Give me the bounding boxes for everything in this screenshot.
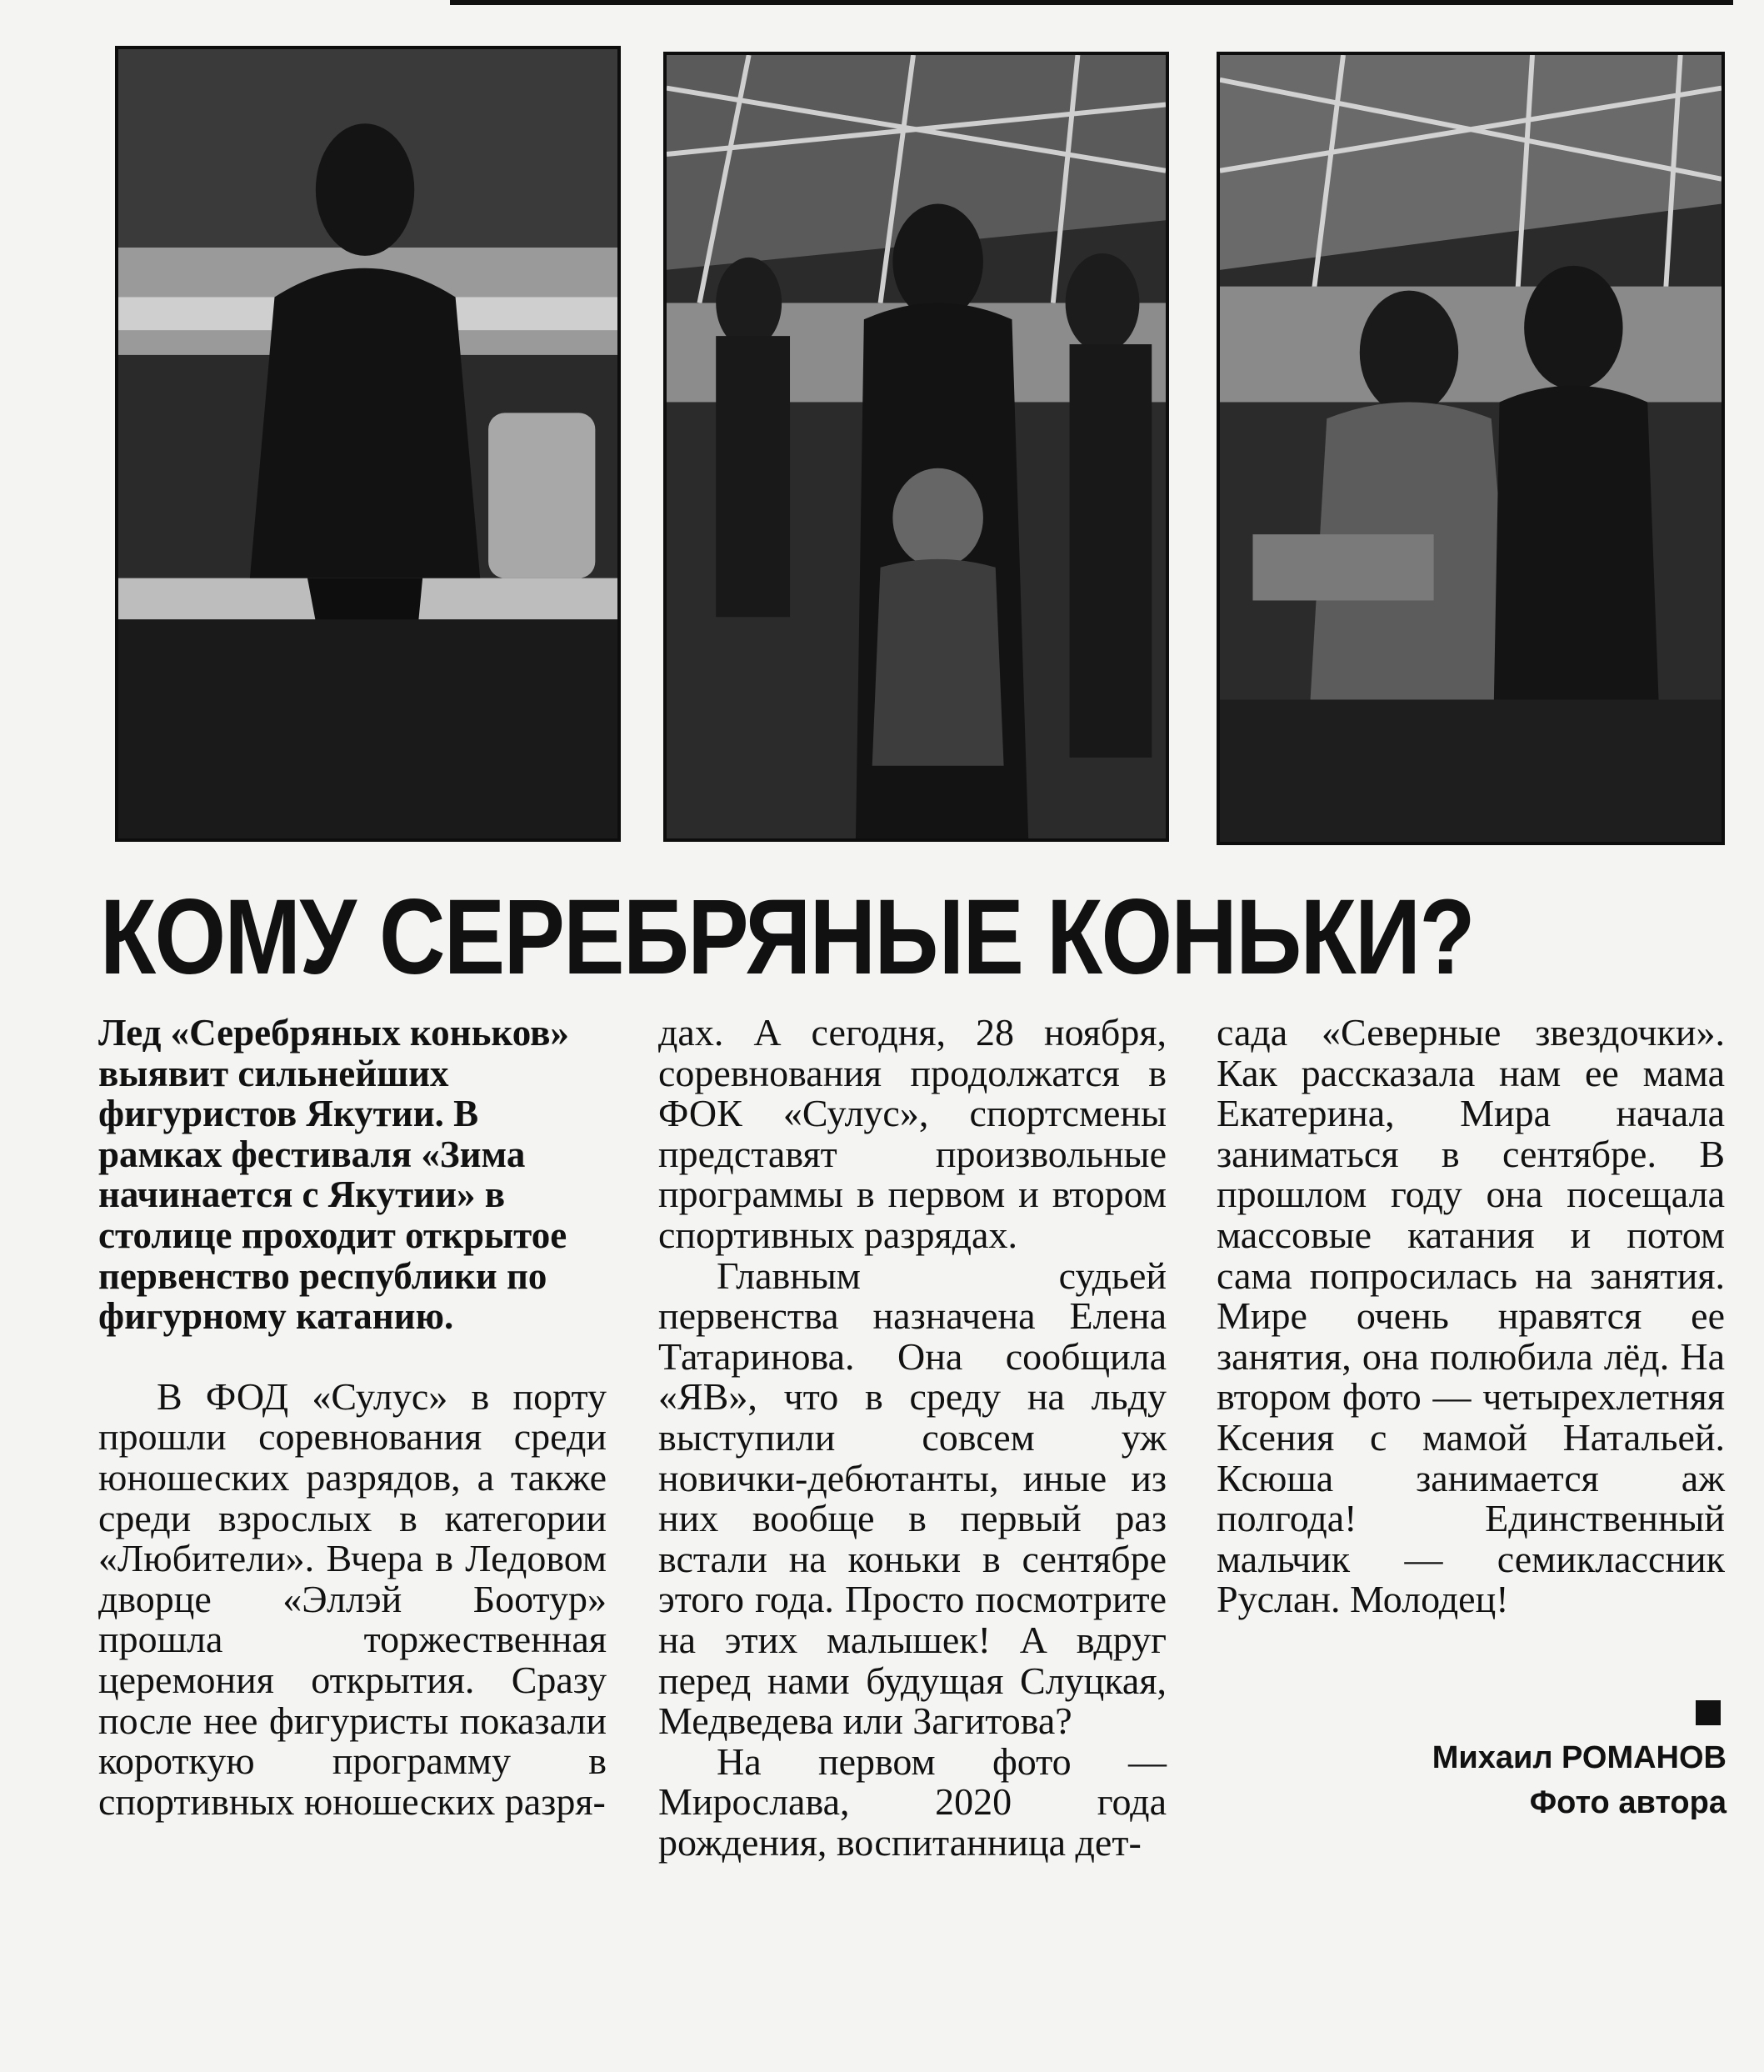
photo-credit: Фото автора [1529, 1785, 1727, 1820]
end-of-article-mark [1696, 1700, 1721, 1725]
headline: КОМУ СЕРЕБРЯНЫЕ КОНЬКИ? [100, 878, 1474, 997]
photo-mirooslava [115, 46, 621, 842]
body-paragraph-1: В ФОД «Сулус» в порту прошли соревнования среди юношеских разрядов, а также среди взрослых в категории «Любители». Вчера в Ледовом дворце «Эллэй Боотур» прошла торжественная церемония открытия. Сразу после нее фигуристы показали короткую программу в спортивных юношеских разря- [98, 1374, 607, 1823]
body-paragraph-2: Главным судьей первенства назначена Елена Татаринова. Она сообщила «ЯВ», что в среду на льду выступили совсем уж новички-дебютанты, иные из них вообще в первый раз встали на коньки в сентябре этого года. Просто посмотрите на этих малышек! А вдруг перед нами будущая Слуцкая, Медведева или Загитова? [658, 1254, 1167, 1743]
photo-ksenia-with-mother [663, 52, 1169, 842]
photo-ruslan [1217, 52, 1725, 845]
lead-paragraph: Лед «Серебряных коньков» выявит сильнейших фигуристов Якутии. В рамках фестиваля «Зима начинается с Якутии» в столице проходит открытое первенство республики по фигурному катанию. [98, 1012, 569, 1338]
body-paragraph-3: На первом фото — Мирослава, 2020 года рождения, воспитанница дет- [658, 1739, 1167, 1864]
body-paragraph-3-continued: сада «Северные звездочки». Как рассказала нам ее мама Екатерина, Мира начала заниматься в сентябре. В прошлом году она посещала массовые катания и потом сама попросилась на занятия. Мире очень нравятся ее занятия, она полюбила лёд. На втором фото — четырехлетняя Ксения с мамой Натальей. Ксюша занимается аж полгода! Единственный мальчик — семиклассник Руслан. Молодец! [1217, 1011, 1725, 1621]
body-paragraph-1-continued: дах. А сегодня, 28 ноября, соревнования продолжатся в ФОК «Сулус», спортсмены представят произвольные программы в первом и втором спортивных разрядах. [658, 1011, 1167, 1256]
top-rule [450, 0, 1733, 5]
author-byline: Михаил РОМАНОВ [1432, 1740, 1727, 1775]
column-1 [98, 1013, 607, 1822]
column-2 [658, 1013, 1167, 1863]
column-3 [1217, 1013, 1725, 1620]
